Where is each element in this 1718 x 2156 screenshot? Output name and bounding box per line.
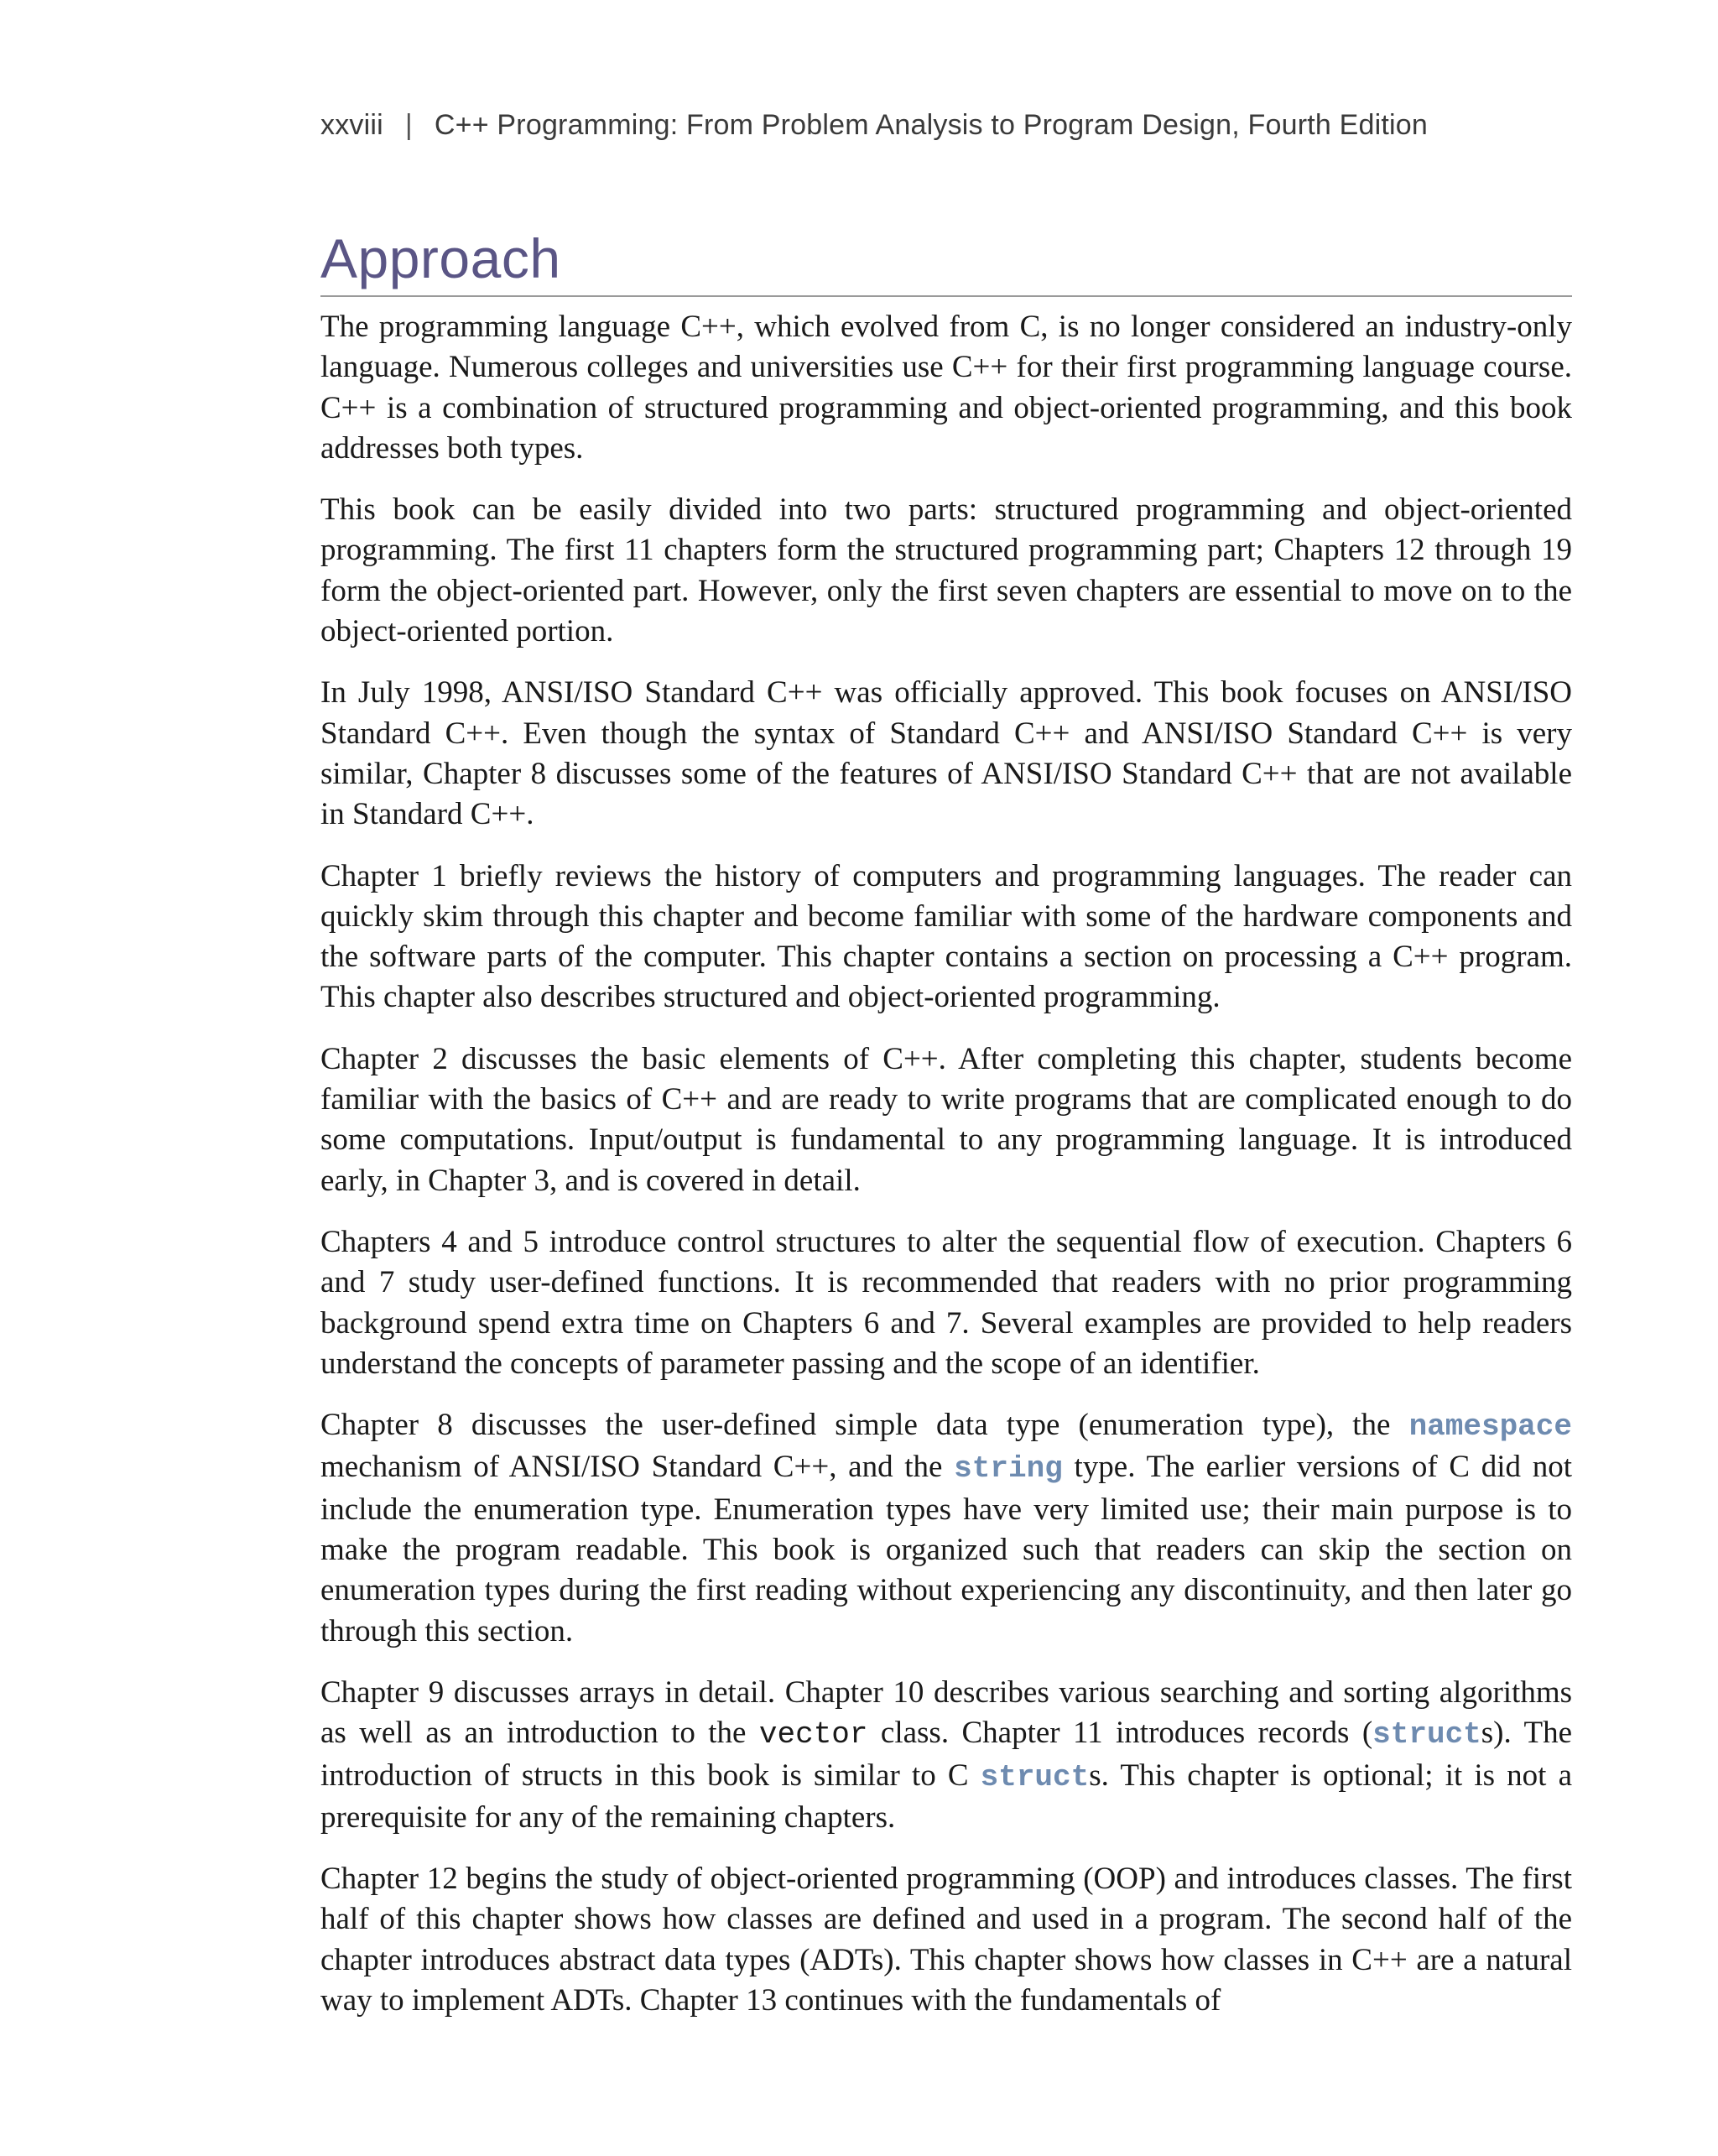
paragraph-7-text-2: mechanism of ANSI/ISO Standard C++, and the: [320, 1450, 955, 1485]
paragraph-9: Chapter 12 begins the study of object-oriented programming (OOP) and introduces classes. The first half of this chapter shows how classes are defined and used in a program. The second half of the chapter introduces abstract data types (ADTs). This chapter shows how classes in C++ are a natural way to implement ADTs. Chapter 13 continues with the fundamentals of: [320, 1862, 1572, 2018]
paragraph-5: Chapter 2 discusses the basic elements of C++. After completing this chapter, students become familiar with the basics of C++ and are ready to write programs that are complicated enough to do some computations. Input/output is fundamental to any programming language. It is introduced early, in Chapter 3, and is covered in detail.: [320, 1041, 1572, 1198]
running-header: [320, 109, 1428, 142]
paragraph-8-text-4: s. This chapter is optional; it is not a prerequisite for any of the remaining chapters.: [320, 1758, 1572, 1835]
body-text: [320, 307, 1572, 2042]
header-separator: |: [404, 109, 413, 141]
paragraph-6: Chapters 4 and 5 introduce control structures to alter the sequential flow of execution. Chapters 6 and 7 study user-defined functions. It is recommended that readers with no prior programming background spend extra time on Chapters 6 and 7. Several examples are provided to help readers understand the concepts of parameter passing and the scope of an identifier.: [320, 1224, 1572, 1381]
code-vector: vector: [758, 1717, 868, 1752]
keyword-string: string: [954, 1451, 1063, 1487]
title-rule: [320, 295, 1572, 297]
paragraph-2: This book can be easily divided into two parts: structured programming and object-oriented programming. The first 11 chapters form the structured programming part; Chapters 12 through 19 form the object-oriented part. However, only the first seven chapters are essential to move on to the object-oriented portion.: [320, 492, 1572, 649]
keyword-struct-2: struct: [980, 1759, 1090, 1794]
paragraph-3: In July 1998, ANSI/ISO Standard C++ was officially approved. This book focuses on ANSI/​ISO Standard C++. Even though the syntax of Standard C++ and ANSI/ISO Standard C++ is very similar, Chapter 8 discusses some of the features of ANSI/ISO Standard C++ that are not available in Standard C++.: [320, 675, 1572, 832]
paragraph-8-text-2: class. Chapter 11 introduces records (: [867, 1716, 1373, 1751]
paragraph-8-text-1: Chapter 9 discusses arrays in detail. Chapter 10 describes various searching and sorting algorithms as well as an introduction to the: [320, 1674, 1572, 1751]
keyword-struct-1: struct: [1372, 1717, 1481, 1752]
paragraph-7: [320, 1405, 1572, 1652]
keyword-namespace: namespace: [1408, 1409, 1572, 1445]
section-title: Approach: [320, 227, 561, 289]
paragraph-8-text-3: s). The introduction of structs in this book is similar to C: [320, 1716, 1573, 1793]
paragraph-7-text-1: Chapter 8 discusses the user-defined simple data type (enumeration type), the: [320, 1408, 1409, 1443]
paragraph-8: [320, 1673, 1572, 1838]
page-number: xxviii: [320, 109, 383, 141]
paragraph-7-text-3: type. The earlier versions of C did not include the enumeration type. Enumeration types have very limited use; their main purpose is to make the program readable. This book is organized such that readers can skip the section on enumeration types during the first reading without experiencing any discontinuity, and then later go through this section.: [320, 1450, 1572, 1648]
book-title: C++ Programming: From Problem Analysis to Program Design, Fourth Edition: [434, 109, 1429, 141]
paragraph-1: The programming language C++, which evolved from C, is no longer considered an industry-only language. Numerous colleges and universities use C++ for their first programming language course. C++ is a combination of structured programming and object-oriented programming, and this book addresses both types.: [320, 310, 1572, 466]
paragraph-4: Chapter 1 briefly reviews the history of computers and programming languages. The reader can quickly skim through this chapter and become familiar with some of the hardware components and the software parts of the computer. This chapter contains a section on processing a C++ program. This chapter also describes structured and object-oriented programming.: [320, 858, 1572, 1015]
